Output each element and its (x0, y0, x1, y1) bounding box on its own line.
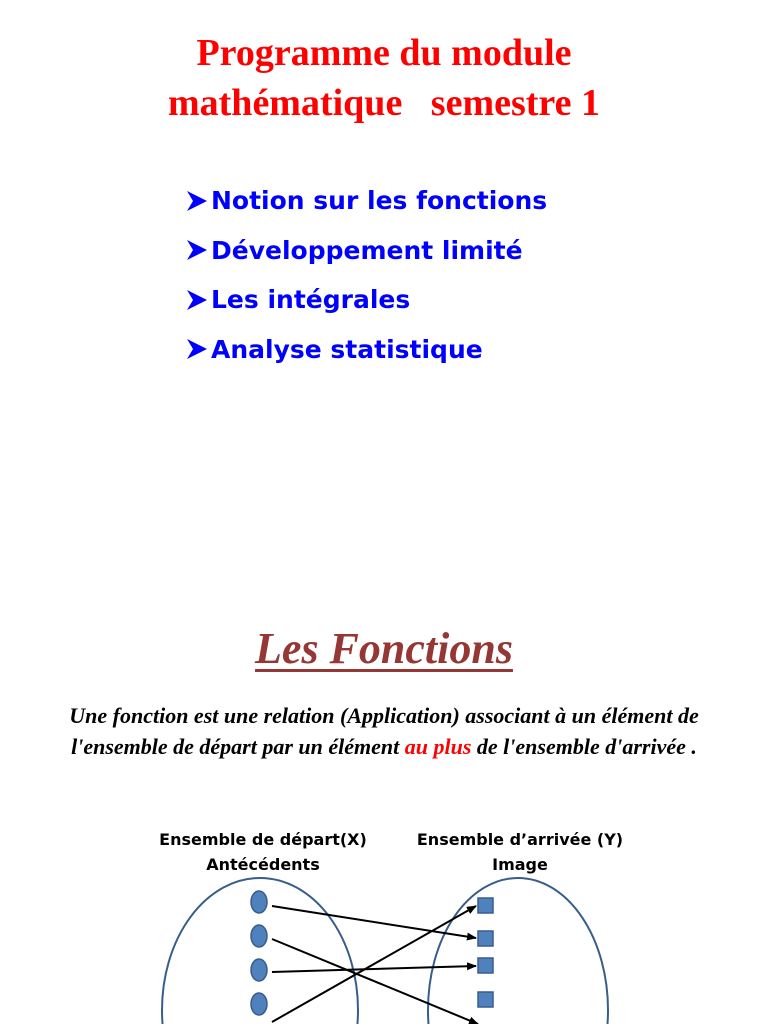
mapping-arrow (272, 939, 478, 1024)
domain-element (251, 925, 267, 947)
codomain-sublabel: Image (492, 855, 548, 874)
mapping-arrow (272, 906, 476, 938)
codomain-element (478, 992, 493, 1007)
topic-label: Analyse statistique (211, 334, 483, 364)
title-line-1: Programme du module (196, 32, 572, 74)
definition-part-1: Une fonction est une relation (Application) associant à un élément de l'ensemble de départ par un élément (69, 703, 699, 759)
domain-sublabel: Antécédents (206, 855, 320, 874)
codomain-label: Ensemble d’arrivée (Y) (416, 830, 624, 849)
topic-label: Développement limité (211, 235, 523, 265)
codomain-element (478, 958, 493, 973)
section-title-text: Les Fonctions (255, 624, 513, 673)
definition-part-2: de l'ensemble d'arrivée . (471, 734, 697, 759)
mapping-arrow (272, 906, 476, 1022)
mapping-arrow (272, 966, 476, 972)
title-line-2: mathématique semestre 1 (168, 82, 600, 124)
domain-element (251, 993, 267, 1015)
domain-element (251, 959, 267, 981)
codomain-element (478, 931, 493, 946)
topic-label: Notion sur les fonctions (211, 186, 548, 216)
definition-highlight: au plus (404, 734, 472, 759)
topic-label: Les intégrales (211, 285, 411, 315)
domain-label: Ensemble de départ(X) (159, 830, 367, 849)
domain-element (251, 891, 267, 913)
codomain-element (478, 898, 493, 913)
codomain-set-ellipse (428, 878, 608, 1024)
